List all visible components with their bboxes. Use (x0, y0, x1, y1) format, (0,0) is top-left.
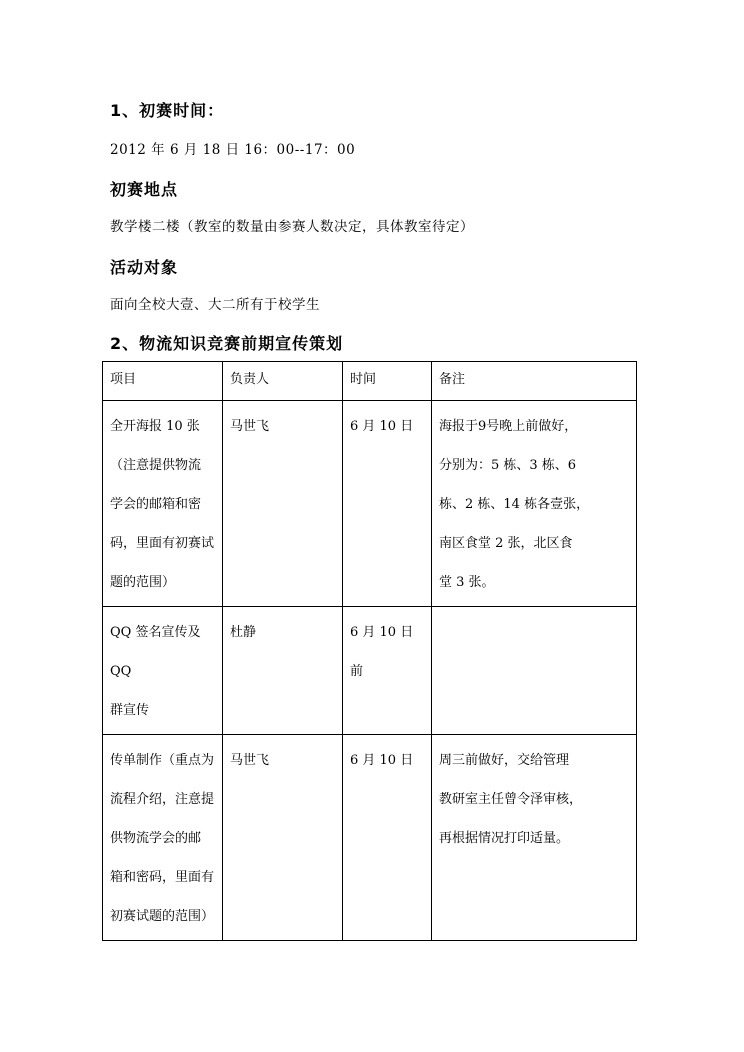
table-header-row (103, 362, 637, 401)
cell-note: 周三前做好，交给管理 教研室主任曾令泽审核， 再根据情况打印适量。 (432, 735, 637, 941)
cell-owner: 马世飞 (223, 401, 343, 607)
competition-location: 教学楼二楼（教室的数量由参赛人数决定，具体教室待定） (110, 219, 474, 235)
cell-note: 海报于9号晚上前做好， 分别为：5 栋、3 栋、6 栋、2 栋、14 栋各壹张， 南区食堂 2 张，北区食 堂 3 张。 (432, 401, 637, 607)
location-heading: 初赛地点 (110, 180, 179, 199)
section2-heading: 2、物流知识竞赛前期宣传策划 (110, 334, 344, 353)
cell-time: 6 月 10 日 (343, 401, 432, 607)
competition-time: 2012 年 6 月 18 日 16：00--17：00 (110, 142, 356, 158)
cell-time: 6 月 10 日 (343, 735, 432, 941)
cell-item: QQ 签名宣传及 QQ 群宣传 (103, 607, 223, 735)
cell-note (432, 607, 637, 735)
cell-owner: 杜静 (223, 607, 343, 735)
header-owner: 负责人 (223, 362, 343, 401)
cell-item: 传单制作（重点为 流程介绍，注意提 供物流学会的邮 箱和密码，里面有 初赛试题的范围） (103, 735, 223, 941)
audience-heading: 活动对象 (110, 258, 179, 277)
section1-heading: 1、初赛时间： (110, 101, 225, 120)
table-row (103, 735, 637, 941)
header-note: 备注 (432, 362, 637, 401)
table-row (103, 607, 637, 735)
header-item: 项目 (103, 362, 223, 401)
promotion-plan-table (102, 361, 637, 941)
header-time: 时间 (343, 362, 432, 401)
cell-owner: 马世飞 (223, 735, 343, 941)
audience-text: 面向全校大壹、大二所有于校学生 (110, 297, 320, 313)
cell-item: 全开海报 10 张 （注意提供物流 学会的邮箱和密 码，里面有初赛试 题的范围） (103, 401, 223, 607)
cell-time: 6 月 10 日前 (343, 607, 432, 735)
table-row (103, 401, 637, 607)
